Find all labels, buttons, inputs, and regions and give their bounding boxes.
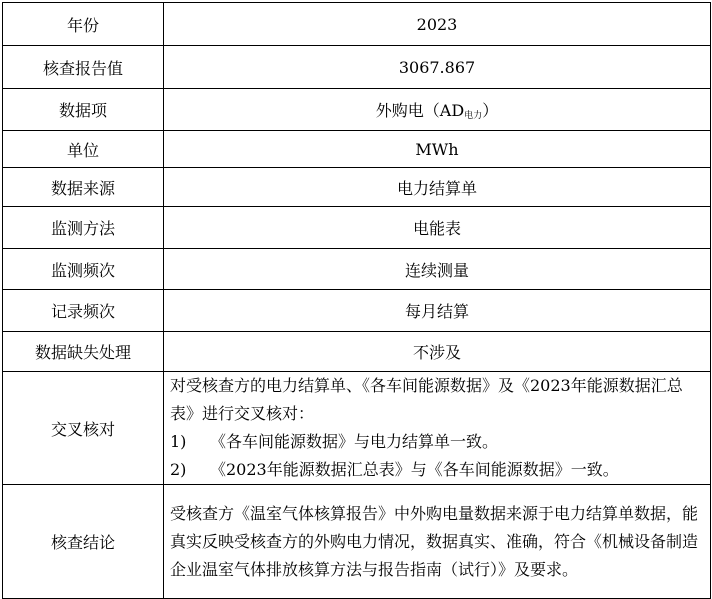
row-label-monitoring-method: 监测方法 <box>3 207 164 249</box>
table-row <box>3 290 711 332</box>
row-label-monitoring-frequency: 监测频次 <box>3 249 164 290</box>
list-item <box>170 456 704 484</box>
data-item-subscript: 电力 <box>464 111 483 121</box>
row-value-reported-value: 3067.867 <box>164 46 711 89</box>
list-item-number: 2) <box>170 460 187 479</box>
row-value-monitoring-method: 电能表 <box>164 207 711 249</box>
verification-table <box>2 2 711 599</box>
cross-check-content <box>164 372 711 485</box>
row-label-conclusion: 核查结论 <box>3 485 164 599</box>
table-row <box>3 249 711 290</box>
table-row <box>3 89 711 131</box>
table-row <box>3 372 711 485</box>
row-value-missing-data: 不涉及 <box>164 332 711 372</box>
row-label-reported-value: 核查报告值 <box>3 46 164 89</box>
table-row <box>3 332 711 372</box>
list-item-text: 《各车间能源数据》与电力结算单一致。 <box>210 432 499 451</box>
row-value-record-frequency: 每月结算 <box>164 290 711 332</box>
row-label-data-item: 数据项 <box>3 89 164 131</box>
row-value-data-source: 电力结算单 <box>164 168 711 207</box>
row-label-year: 年份 <box>3 3 164 46</box>
row-label-data-source: 数据来源 <box>3 168 164 207</box>
table-row <box>3 3 711 46</box>
conclusion-text: 受核查方《温室气体核算报告》中外购电量数据来源于电力结算单数据，能真实反映受核查方的外购电力情况，数据真实、准确，符合《机械设备制造企业温室气体排放核算方法与报告指南（试行）》及要求。 <box>164 485 711 599</box>
row-value-monitoring-frequency: 连续测量 <box>164 249 711 290</box>
table-row <box>3 131 711 168</box>
list-item <box>170 428 704 456</box>
list-item-text: 《2023年能源数据汇总表》与《各车间能源数据》一致。 <box>210 460 619 479</box>
table-row <box>3 485 711 599</box>
row-value-unit: MWh <box>164 131 711 168</box>
data-item-end: ） <box>482 101 499 120</box>
data-item-main: 外购电（AD <box>375 101 465 120</box>
row-label-unit: 单位 <box>3 131 164 168</box>
cross-check-intro: 对受核查方的电力结算单、《各车间能源数据》及《2023年能源数据汇总表》进行交叉核对： <box>170 376 683 423</box>
row-label-missing-data: 数据缺失处理 <box>3 332 164 372</box>
row-value-data-item <box>164 89 711 131</box>
table-row <box>3 207 711 249</box>
table-row <box>3 46 711 89</box>
table-row <box>3 168 711 207</box>
row-label-record-frequency: 记录频次 <box>3 290 164 332</box>
list-item-number: 1) <box>170 432 187 451</box>
row-label-cross-check: 交叉核对 <box>3 372 164 485</box>
row-value-year: 2023 <box>164 3 711 46</box>
